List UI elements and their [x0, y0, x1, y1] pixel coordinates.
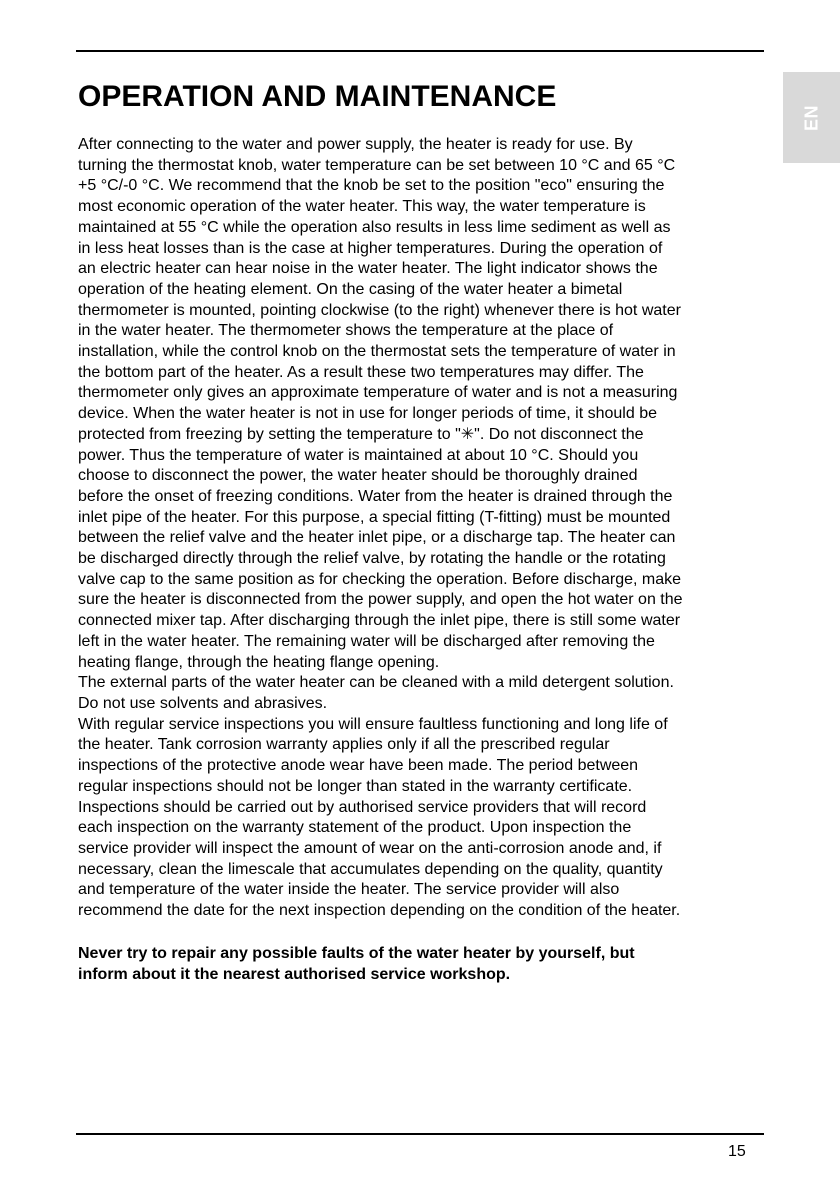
body-line: +5 °C/-0 °C. We recommend that the knob be set to the position "eco" ensuring the [78, 177, 665, 195]
body-line: most economic operation of the water heater. This way, the water temperature is [78, 198, 646, 216]
body-line: inspections of the protective anode wear have been made. The period between [78, 757, 639, 775]
body-line: and temperature of the water inside the heater. The service provider will also [78, 881, 620, 899]
body-line: the heater. Tank corrosion warranty applies only if all the prescribed regular [78, 736, 610, 754]
body-line: The external parts of the water heater can be cleaned with a mild detergent solution. [78, 674, 674, 692]
body-line: valve cap to the same position as for checking the operation. Before discharge, make [78, 570, 682, 588]
warning-line: inform about it the nearest authorised service workshop. [78, 966, 511, 983]
body-line: heating flange, through the heating flange opening. [78, 653, 440, 671]
body-line: recommend the date for the next inspection depending on the condition of the heater. [78, 902, 681, 920]
body-line: an electric heater can hear noise in the water heater. The light indicator shows the [78, 260, 658, 278]
language-tab-label: EN [801, 104, 821, 131]
body-line: the bottom part of the heater. As a result these two temperatures may differ. The [78, 363, 644, 381]
body-line: inlet pipe of the heater. For this purpose, a special fitting (T-fitting) must be mounted [78, 508, 671, 526]
footer-rule [76, 1133, 764, 1135]
body-line: operation of the heating element. On the casing of the water heater a bimetal [78, 280, 623, 298]
body-line: service provider will inspect the amount of wear on the anti-corrosion anode and, if [78, 839, 662, 857]
body-line: be discharged directly through the relief valve, by rotating the handle or the rotating [78, 550, 666, 568]
body-line: thermometer only gives an approximate temperature of water and is not a measuring [78, 384, 678, 402]
body-line: in the water heater. The thermometer shows the temperature at the place of [78, 322, 614, 340]
page-number: 15 [728, 1143, 746, 1160]
header-rule [76, 50, 764, 52]
body-line: installation, while the control knob on the thermostat sets the temperature of water in [78, 343, 676, 361]
body-line: in less heat losses than is the case at higher temperatures. During the operation of [78, 239, 663, 257]
body-line: Inspections should be carried out by authorised service providers that will record [78, 798, 647, 816]
body-line: device. When the water heater is not in use for longer periods of time, it should be [78, 405, 657, 423]
body-line: left in the water heater. The remaining water will be discharged after removing the [78, 632, 655, 650]
body-line: maintained at 55 °C while the operation also results in less lime sediment as well as [78, 218, 671, 236]
body-line: connected mixer tap. After discharging through the inlet pipe, there is still some water [78, 612, 681, 630]
body-line: each inspection on the warranty statement of the product. Upon inspection the [78, 819, 632, 837]
body-line: power. Thus the temperature of water is maintained at about 10 °C. Should you [78, 446, 639, 464]
body-line: between the relief valve and the heater inlet pipe, or a discharge tap. The heater can [78, 529, 676, 547]
body-line: After connecting to the water and power supply, the heater is ready for use. By [78, 136, 633, 153]
body-line: sure the heater is disconnected from the power supply, and open the hot water on the [78, 591, 683, 609]
body-line: regular inspections should not be longer than stated in the warranty certificate. [78, 777, 633, 795]
body-line: thermometer is mounted, pointing clockwise (to the right) whenever there is hot water [78, 301, 681, 319]
body-line: Do not use solvents and abrasives. [78, 694, 328, 712]
warning-text [78, 943, 768, 985]
warning-line: Never try to repair any possible faults of the water heater by yourself, but [78, 945, 635, 962]
body-line: before the onset of freezing conditions. Water from the heater is drained through the [78, 487, 673, 505]
body-line: protected from freezing by setting the temperature to "✳". Do not disconnect the [78, 425, 644, 443]
body-line: With regular service inspections you will ensure faultless functioning and long life of [78, 715, 668, 733]
body-line: necessary, clean the limescale that accumulates depending on the quality, quantity [78, 860, 663, 878]
body-line: choose to disconnect the power, the water heater should be thoroughly drained [78, 467, 638, 485]
body-text [78, 135, 768, 922]
body-line: turning the thermostat knob, water temperature can be set between 10 °C and 65 °C [78, 156, 676, 174]
section-title: OPERATION AND MAINTENANCE [78, 80, 557, 113]
language-tab [783, 72, 840, 163]
